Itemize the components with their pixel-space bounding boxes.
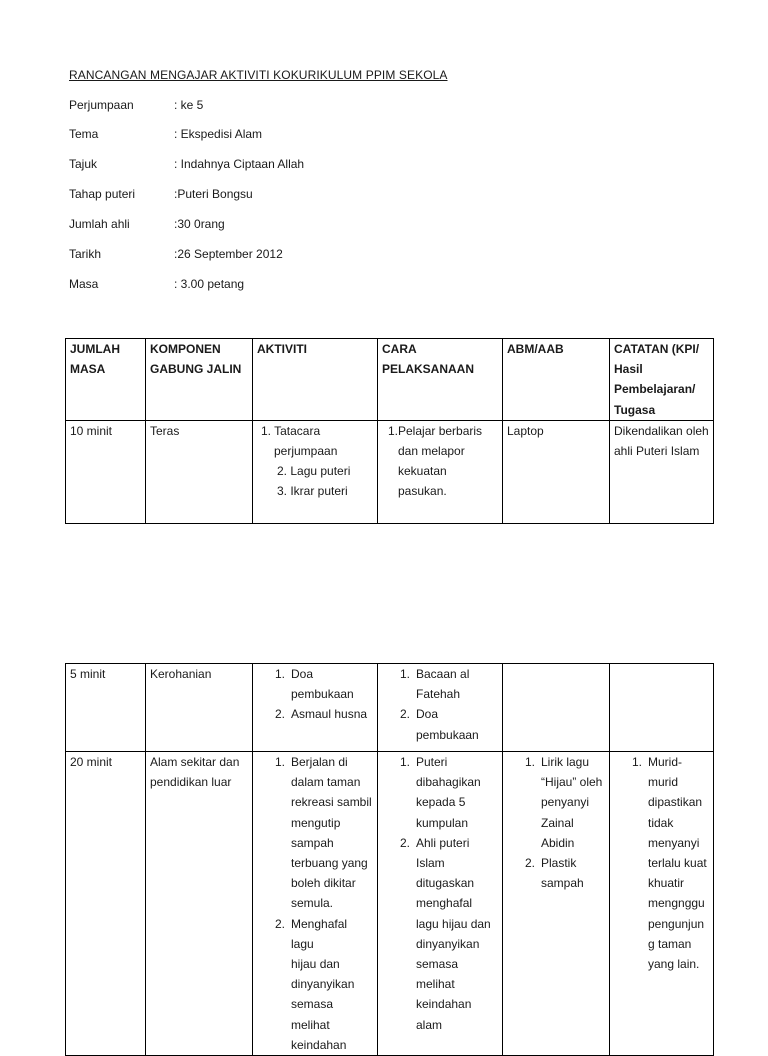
header-line: MASA xyxy=(70,362,106,377)
list-line: lagu hijau dan xyxy=(416,916,491,931)
component-line: pendidikan luar xyxy=(150,775,232,790)
list-line: kepada 5 xyxy=(416,795,466,810)
activity-line: 2. Lagu puteri xyxy=(277,464,351,479)
list-line: sampah xyxy=(291,835,334,850)
cell-masa: 20 minit xyxy=(66,752,146,1056)
header-line: CATATAN (KPI/ xyxy=(614,342,700,356)
header-jumlah-masa xyxy=(66,339,146,421)
list-item xyxy=(400,704,498,744)
list-line: “Hijau” oleh xyxy=(541,775,603,790)
list-line: Asmaul husna xyxy=(291,707,368,722)
list-line: melihat xyxy=(416,977,455,992)
header-line: CARA xyxy=(382,342,417,356)
list-line: semasa xyxy=(291,997,334,1012)
list-item xyxy=(275,664,373,704)
list-line: murid xyxy=(648,775,679,790)
cell-cara xyxy=(378,752,503,1056)
note-line: ahli Puteri Islam xyxy=(614,444,700,459)
list-line: dinyanyikan xyxy=(291,977,355,992)
header-line: JUMLAH xyxy=(70,342,120,356)
list-item xyxy=(400,752,498,833)
list-line: Plastik xyxy=(541,856,577,871)
list-number: 1. xyxy=(400,755,411,769)
lesson-plan-table-continued xyxy=(65,663,714,1056)
list-line: g taman xyxy=(648,936,692,951)
list-line: penyanyi xyxy=(541,795,590,810)
list-line: sampah xyxy=(541,876,584,891)
list-line: kumpulan xyxy=(416,815,469,830)
list-line: Menghafal lagu xyxy=(291,916,348,951)
list-line: terlalu kuat xyxy=(648,856,707,871)
meta-label: Tajuk xyxy=(69,157,98,171)
list-line: alam xyxy=(416,1017,443,1032)
list-line: khuatir xyxy=(648,876,685,891)
cell-masa: 5 minit xyxy=(66,664,146,752)
meta-value: : Ekspedisi Alam xyxy=(174,127,263,141)
list-line: keindahan xyxy=(416,997,472,1012)
list-line: Doa xyxy=(291,667,314,681)
lesson-plan-table xyxy=(65,338,714,524)
header-line: Hasil xyxy=(614,362,643,377)
list-item xyxy=(275,704,373,724)
header-line: ABM/AAB xyxy=(507,342,564,356)
list-number: 1. xyxy=(632,755,643,769)
list-line: dinyanyikan xyxy=(416,936,480,951)
cell-aktiviti xyxy=(253,420,378,523)
meta-value: : 3.00 petang xyxy=(174,277,245,291)
list-line: menyanyi xyxy=(648,835,700,850)
list-line: mengutip xyxy=(291,815,341,830)
list-line: tidak xyxy=(648,815,674,830)
list-item xyxy=(525,853,605,893)
table-row xyxy=(66,664,714,752)
meta-label: Tarikh xyxy=(69,247,102,261)
list-number: 1. xyxy=(275,755,286,769)
cell-masa: 10 minit xyxy=(66,420,146,523)
header-komponen xyxy=(146,339,253,421)
meta-value: : ke 5 xyxy=(174,98,204,112)
cell-aktiviti xyxy=(253,664,378,752)
cell-aktiviti xyxy=(253,752,378,1056)
list-line: Bacaan al xyxy=(416,667,470,681)
list-line: terbuang yang xyxy=(291,856,368,871)
cell-abm: Laptop xyxy=(503,420,610,523)
cell-catatan xyxy=(610,420,714,523)
header-cara-pelaksanaan xyxy=(378,339,503,421)
table-row xyxy=(66,752,714,1056)
cell-komponen: Kerohanian xyxy=(146,664,253,752)
meta-label: Perjumpaan xyxy=(69,98,134,112)
list-item xyxy=(632,752,709,974)
cell-abm xyxy=(503,664,610,752)
list-line: boleh dikitar xyxy=(291,876,356,891)
list-line: Doa xyxy=(416,707,439,722)
list-line: mengnggu xyxy=(648,896,705,911)
list-item xyxy=(275,914,373,1055)
list-line: pembukaan xyxy=(291,687,354,702)
list-line: Lirik lagu xyxy=(541,755,590,769)
cell-komponen xyxy=(146,752,253,1056)
cell-abm xyxy=(503,752,610,1056)
cell-cara xyxy=(378,664,503,752)
meta-label: Masa xyxy=(69,277,99,291)
header-aktiviti xyxy=(253,339,378,421)
list-line: melihat xyxy=(291,1017,330,1032)
list-number: 2. xyxy=(400,707,411,722)
list-number: 2. xyxy=(275,707,286,722)
meta-value: : Indahnya Ciptaan Allah xyxy=(174,157,305,171)
activity-line: perjumpaan xyxy=(274,444,338,459)
list-line: semasa xyxy=(416,957,459,972)
list-item xyxy=(400,833,498,1035)
list-line: hijau dan xyxy=(291,957,340,972)
list-line: pembukaan xyxy=(416,727,479,742)
list-line: Abidin xyxy=(541,835,575,850)
meta-label: Jumlah ahli xyxy=(69,217,130,231)
component-line: Alam sekitar dan xyxy=(150,755,240,769)
list-line: Puteri xyxy=(416,755,448,769)
header-line: Tugasa xyxy=(614,402,656,417)
activity-line: 1. Tatacara xyxy=(261,423,321,438)
list-number: 2. xyxy=(400,835,411,850)
meta-value: :Puteri Bongsu xyxy=(174,187,253,201)
header-line: KOMPONEN xyxy=(150,342,221,356)
list-line: Berjalan di xyxy=(291,755,348,769)
list-line: menghafal xyxy=(416,896,473,911)
list-line: dibahagikan xyxy=(416,775,481,790)
list-item xyxy=(525,752,605,853)
cell-catatan xyxy=(610,664,714,752)
list-number: 2. xyxy=(525,856,536,871)
list-line: semula. xyxy=(291,896,334,911)
list-line: Islam xyxy=(416,856,445,871)
header-line: GABUNG JALIN xyxy=(150,362,242,377)
meta-label: Tema xyxy=(69,127,99,141)
meta-value: :26 September 2012 xyxy=(174,247,283,261)
list-number: 1. xyxy=(525,755,536,769)
list-line: keindahan xyxy=(291,1037,347,1052)
table-header-row xyxy=(66,339,714,421)
list-line: ditugaskan xyxy=(416,876,475,891)
activity-line: 3. Ikrar puteri xyxy=(277,484,348,499)
list-line: Zainal xyxy=(541,815,574,830)
note-line: Dikendalikan oleh xyxy=(614,423,709,438)
list-line: dipastikan xyxy=(648,795,703,810)
list-line: Ahli puteri xyxy=(416,835,470,850)
method-line: 1.Pelajar berbaris xyxy=(388,423,483,438)
meta-label: Tahap puteri xyxy=(69,187,136,201)
list-number: 1. xyxy=(400,667,411,681)
header-line: PELAKSANAAN xyxy=(382,362,475,377)
meta-value: :30 0rang xyxy=(174,217,225,231)
list-number: 1. xyxy=(275,667,286,681)
header-abm-aab xyxy=(503,339,610,421)
list-line: Murid- xyxy=(648,755,683,769)
list-line: rekreasi sambil xyxy=(291,795,372,810)
cell-catatan xyxy=(610,752,714,1056)
list-line: Fatehah xyxy=(416,687,461,702)
cell-komponen: Teras xyxy=(146,420,253,523)
header-line: Pembelajaran/ xyxy=(614,382,696,397)
list-line: dalam taman xyxy=(291,775,361,790)
header-catatan xyxy=(610,339,714,421)
document-title: RANCANGAN MENGAJAR AKTIVITI KOKURIKULUM PPIM SEKOLA xyxy=(69,68,448,82)
list-number: 2. xyxy=(275,916,286,931)
list-line: pengunjun xyxy=(648,916,705,931)
cell-cara xyxy=(378,420,503,523)
method-line: kekuatan pasukan. xyxy=(398,464,447,499)
header-line: AKTIVITI xyxy=(257,342,307,356)
method-line: dan melapor xyxy=(398,444,465,459)
list-item xyxy=(275,752,373,914)
list-item xyxy=(400,664,498,704)
table-row xyxy=(66,420,714,523)
list-line: yang lain. xyxy=(648,957,700,972)
